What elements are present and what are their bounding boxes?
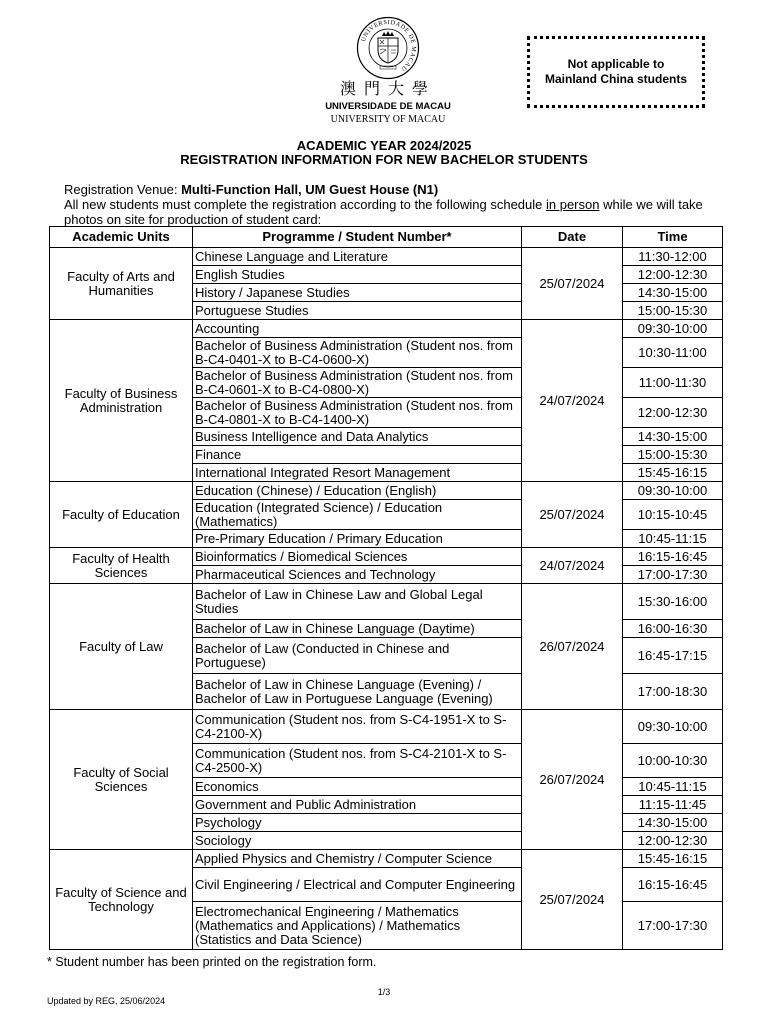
time-cell: 15:45-16:15 — [623, 464, 723, 482]
date-cell: 25/07/2024 — [522, 482, 623, 548]
page-title-academic-year: ACADEMIC YEAR 2024/2025 — [296, 138, 472, 153]
programme-cell: Economics — [193, 778, 522, 796]
time-cell: 11:00-11:30 — [623, 368, 723, 398]
time-cell: 15:45-16:15 — [623, 850, 723, 868]
academic-unit-cell: Faculty of Health Sciences — [50, 548, 193, 584]
time-cell: 11:30-12:00 — [623, 248, 723, 266]
time-cell: 11:15-11:45 — [623, 796, 723, 814]
programme-cell: Finance — [193, 446, 522, 464]
instructions-text-start: All new students must complete the registration according to the following schedule — [64, 197, 546, 212]
time-cell: 12:00-12:30 — [623, 398, 723, 428]
table-row — [50, 248, 723, 266]
header-date: Date — [522, 227, 623, 248]
header-time: Time — [623, 227, 723, 248]
programme-cell: Bachelor of Business Administration (Student nos. from B-C4-0801-X to B-C4-1400-X) — [193, 398, 522, 428]
university-name-portuguese: UNIVERSIDADE DE MACAU — [325, 101, 451, 112]
updated-note: Updated by REG, 25/06/2024 — [47, 996, 166, 1006]
not-applicable-notice-box — [527, 36, 705, 108]
academic-unit-cell: Faculty of Social Sciences — [50, 710, 193, 850]
registration-schedule-table — [49, 226, 723, 950]
time-cell: 16:00-16:30 — [623, 620, 723, 638]
time-cell: 16:15-16:45 — [623, 868, 723, 902]
programme-cell: Psychology — [193, 814, 522, 832]
time-cell: 17:00-18:30 — [623, 674, 723, 710]
programme-cell: Communication (Student nos. from S-C4-2101-X to S-C4-2500-X) — [193, 744, 522, 778]
venue-name: Multi-Function Hall, UM Guest House (N1) — [181, 182, 439, 197]
intro-paragraph — [64, 182, 724, 227]
date-cell: 26/07/2024 — [522, 710, 623, 850]
table-row — [50, 548, 723, 566]
time-cell: 15:30-16:00 — [623, 584, 723, 620]
university-name-english: UNIVERSITY OF MACAU — [330, 114, 446, 125]
programme-cell: Accounting — [193, 320, 522, 338]
academic-unit-cell: Faculty of Arts and Humanities — [50, 248, 193, 320]
time-cell: 17:00-17:30 — [623, 902, 723, 950]
programme-cell: Chinese Language and Literature — [193, 248, 522, 266]
date-cell: 24/07/2024 — [522, 320, 623, 482]
academic-unit-cell: Faculty of Business Administration — [50, 320, 193, 482]
programme-cell: Bachelor of Business Administration (Student nos. from B-C4-0601-X to B-C4-0800-X) — [193, 368, 522, 398]
programme-cell: Communication (Student nos. from S-C4-1951-X to S-C4-2100-X) — [193, 710, 522, 744]
time-cell: 16:45-17:15 — [623, 638, 723, 674]
programme-cell: Bachelor of Law in Chinese Language (Daytime) — [193, 620, 522, 638]
time-cell: 14:30-15:00 — [623, 428, 723, 446]
time-cell: 15:00-15:30 — [623, 446, 723, 464]
programme-cell: Government and Public Administration — [193, 796, 522, 814]
academic-unit-cell: Faculty of Law — [50, 584, 193, 710]
table-row — [50, 482, 723, 500]
date-cell: 25/07/2024 — [522, 850, 623, 950]
footnote: * Student number has been printed on the registration form. — [47, 955, 377, 969]
programme-cell: History / Japanese Studies — [193, 284, 522, 302]
time-cell: 14:30-15:00 — [623, 284, 723, 302]
university-seal-logo — [356, 16, 420, 80]
time-cell: 10:00-10:30 — [623, 744, 723, 778]
time-cell: 15:00-15:30 — [623, 302, 723, 320]
programme-cell: Bachelor of Law in Chinese Language (Evening) / Bachelor of Law in Portuguese Language (Evening) — [193, 674, 522, 710]
programme-cell: Education (Integrated Science) / Education (Mathematics) — [193, 500, 522, 530]
table-row — [50, 850, 723, 868]
programme-cell: Bioinformatics / Biomedical Sciences — [193, 548, 522, 566]
table-row — [50, 320, 723, 338]
date-cell: 25/07/2024 — [522, 248, 623, 320]
time-cell: 16:15-16:45 — [623, 548, 723, 566]
time-cell: 09:30-10:00 — [623, 482, 723, 500]
seal-ring-text: UNIVERSIDADE DE MACAU — [359, 18, 418, 73]
programme-cell: Pre-Primary Education / Primary Education — [193, 530, 522, 548]
programme-cell: Bachelor of Law (Conducted in Chinese and Portuguese) — [193, 638, 522, 674]
page-number: 1/3 — [377, 987, 391, 997]
time-cell: 12:00-12:30 — [623, 832, 723, 850]
header-programme: Programme / Student Number* — [193, 227, 522, 248]
academic-unit-cell: Faculty of Education — [50, 482, 193, 548]
table-row — [50, 710, 723, 744]
programme-cell: Applied Physics and Chemistry / Computer Science — [193, 850, 522, 868]
programme-cell: Bachelor of Business Administration (Student nos. from B-C4-0401-X to B-C4-0600-X) — [193, 338, 522, 368]
programme-cell: Civil Engineering / Electrical and Computer Engineering — [193, 868, 522, 902]
page-title-registration: REGISTRATION INFORMATION FOR NEW BACHELOR STUDENTS — [180, 152, 588, 167]
venue-label: Registration Venue: — [64, 182, 182, 197]
date-cell: 24/07/2024 — [522, 548, 623, 584]
programme-cell: Sociology — [193, 832, 522, 850]
programme-cell: Business Intelligence and Data Analytics — [193, 428, 522, 446]
time-cell: 09:30-10:00 — [623, 710, 723, 744]
programme-cell: International Integrated Resort Management — [193, 464, 522, 482]
in-person-emphasis: in person — [545, 197, 600, 212]
instructions-text — [64, 197, 724, 227]
time-cell: 10:45-11:15 — [623, 530, 723, 548]
notice-line-2: Mainland China students — [544, 72, 687, 86]
header-academic-units: Academic Units — [50, 227, 193, 248]
programme-cell: Education (Chinese) / Education (English) — [193, 482, 522, 500]
table-header-row — [50, 227, 723, 248]
programme-cell: English Studies — [193, 266, 522, 284]
time-cell: 10:15-10:45 — [623, 500, 723, 530]
time-cell: 10:45-11:15 — [623, 778, 723, 796]
time-cell: 17:00-17:30 — [623, 566, 723, 584]
date-cell: 26/07/2024 — [522, 584, 623, 710]
time-cell: 14:30-15:00 — [623, 814, 723, 832]
time-cell: 10:30-11:00 — [623, 338, 723, 368]
academic-unit-cell: Faculty of Science and Technology — [50, 850, 193, 950]
university-name-chinese: 澳門大學 — [339, 79, 436, 98]
notice-line-1: Not applicable to — [567, 57, 665, 71]
time-cell: 09:30-10:00 — [623, 320, 723, 338]
instructions-text-end: while we will take photos on site for production of student card: — [64, 197, 703, 227]
programme-cell: Electromechanical Engineering / Mathematics (Mathematics and Applications) / Mathematics (Statistics and Data Science) — [193, 902, 522, 950]
time-cell: 12:00-12:30 — [623, 266, 723, 284]
table-row — [50, 584, 723, 620]
programme-cell: Bachelor of Law in Chinese Law and Global Legal Studies — [193, 584, 522, 620]
programme-cell: Portuguese Studies — [193, 302, 522, 320]
programme-cell: Pharmaceutical Sciences and Technology — [193, 566, 522, 584]
venue-line — [64, 182, 724, 197]
